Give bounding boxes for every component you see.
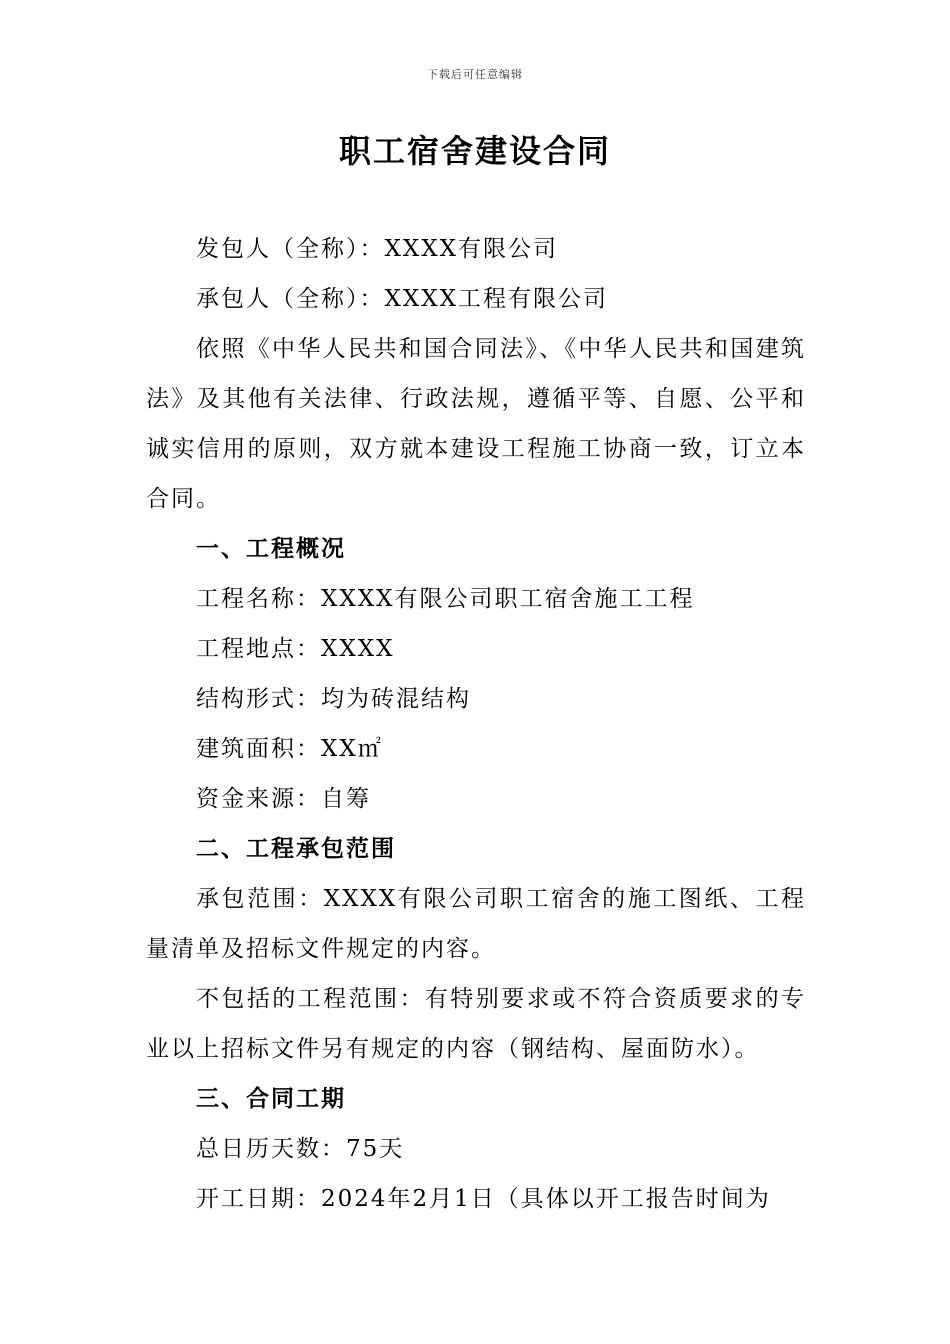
scope-excluded-paragraph: 不包括的工程范围：有特别要求或不符合资质要求的专业以上招标文件另有规定的内容（钢结构、屋面防水）。 <box>146 986 806 1062</box>
start-date-line: 开工日期：2024年2月1日（具体以开工报告时间为 <box>196 1186 771 1212</box>
project-location-line: 工程地点：XXXX <box>196 636 395 662</box>
header-note: 下载后可任意编辑 <box>427 68 523 81</box>
section-heading-scope: 二、工程承包范围 <box>196 835 396 862</box>
project-name-line: 工程名称：XXXX有限公司职工宿舍施工工程 <box>196 586 695 612</box>
section-heading-overview: 一、工程概况 <box>196 535 346 562</box>
contract-title: 职工宿舍建设合同 <box>338 132 611 170</box>
preamble-paragraph: 依照《中华人民共和国合同法》、《中华人民共和国建筑法》及其他有关法律、行政法规，遵循平等、自愿、公平和诚实信用的原则，双方就本建设工程施工协商一致，订立本合同。 <box>146 336 806 512</box>
scope-included-paragraph: 承包范围：XXXX有限公司职工宿舍的施工图纸、工程量清单及招标文件规定的内容。 <box>146 886 806 962</box>
structure-type-line: 结构形式：均为砖混结构 <box>196 686 471 712</box>
funding-source-line: 资金来源：自筹 <box>196 786 371 812</box>
contractor-line: 承包人（全称）：XXXX工程有限公司 <box>196 286 608 312</box>
total-days-line: 总日历天数：75天 <box>196 1136 405 1162</box>
building-area-line: 建筑面积：XX㎡ <box>196 736 383 762</box>
section-heading-duration: 三、合同工期 <box>196 1085 346 1112</box>
employer-line: 发包人（全称）：XXXX有限公司 <box>196 236 558 262</box>
contract-body <box>146 224 806 1224</box>
